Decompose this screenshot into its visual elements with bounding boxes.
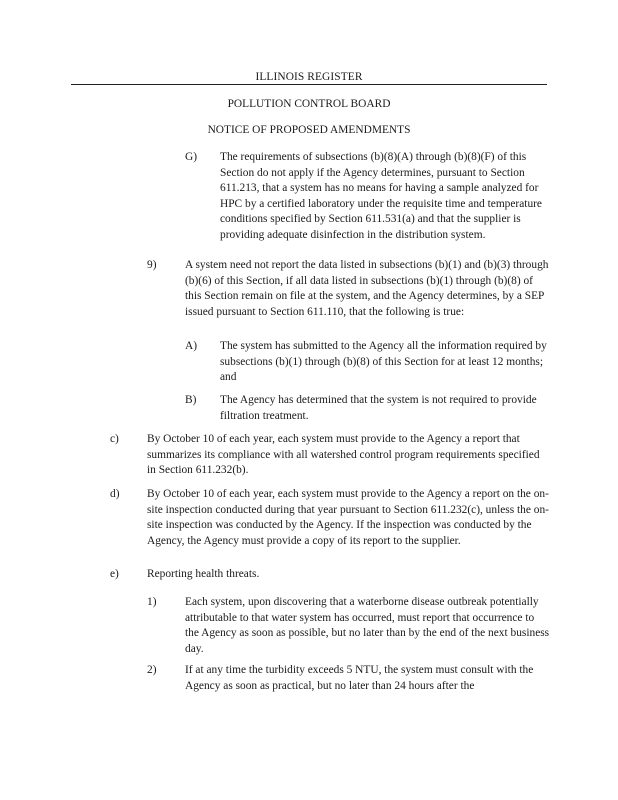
board-name: POLLUTION CONTROL BOARD <box>227 98 391 110</box>
item-d-label: d) <box>110 488 120 500</box>
item-g-label: G) <box>185 151 198 163</box>
header-rule <box>71 84 547 85</box>
item-a-label: A) <box>185 340 198 352</box>
item-c-text: By October 10 of each year, each system must provide to the Agency a report that summarizes its compliance with all watershed control program requirements specified in Section 611.232(b). <box>147 433 540 477</box>
item-9-text: A system need not report the data listed in subsections (b)(1) and (b)(3) through (b)(6) of this Section, if all data listed in subsections (b)(1) through (b)(8) of this Section remain on file at the system, and the Agency determines, by a SEP issued pursuant to Section 611.110, that the following is true: <box>185 259 549 318</box>
item-1-label: 1) <box>147 596 157 608</box>
item-e-text: Reporting health threats. <box>147 568 260 580</box>
item-a-text: The system has submitted to the Agency all the information required by subsections (b)(1) through (b)(8) of this Section for at least 12 months; and <box>220 340 547 384</box>
register-title: ILLINOIS REGISTER <box>255 71 363 83</box>
item-b-label: B) <box>185 394 197 406</box>
item-1-text: Each system, upon discovering that a waterborne disease outbreak potentially attributable to that water system has occurred, must report that occurrence to the Agency as soon as possible, but no later than by the end of the next business day. <box>185 596 550 655</box>
item-b-text: The Agency has determined that the system is not required to provide filtration treatment. <box>220 394 537 422</box>
item-2-text: If at any time the turbidity exceeds 5 NTU, the system must consult with the Agency as soon as practical, but no later than 24 hours after the <box>185 664 534 692</box>
item-9-label: 9) <box>147 259 157 271</box>
item-c-label: c) <box>110 433 119 445</box>
item-e-label: e) <box>110 568 119 580</box>
item-2-label: 2) <box>147 664 157 676</box>
notice-title: NOTICE OF PROPOSED AMENDMENTS <box>207 124 411 136</box>
item-g-text: The requirements of subsections (b)(8)(A) through (b)(8)(F) of this Section do not apply if the Agency determines, pursuant to Section 611.213, that a system has no means for having a sample analyzed for HPC by a certified laboratory under the requisite time and temperature conditions specified by Section 611.531(a) and that the supplier is providing adequate disinfection in the distribution system. <box>220 151 542 241</box>
item-d-text: By October 10 of each year, each system must provide to the Agency a report on the on-site inspection conducted during that year pursuant to Section 611.232(c), unless the on-site inspection was conducted by the Agency. If the inspection was conducted by the Agency, the Agency must provide a copy of its report to the supplier. <box>147 488 549 547</box>
